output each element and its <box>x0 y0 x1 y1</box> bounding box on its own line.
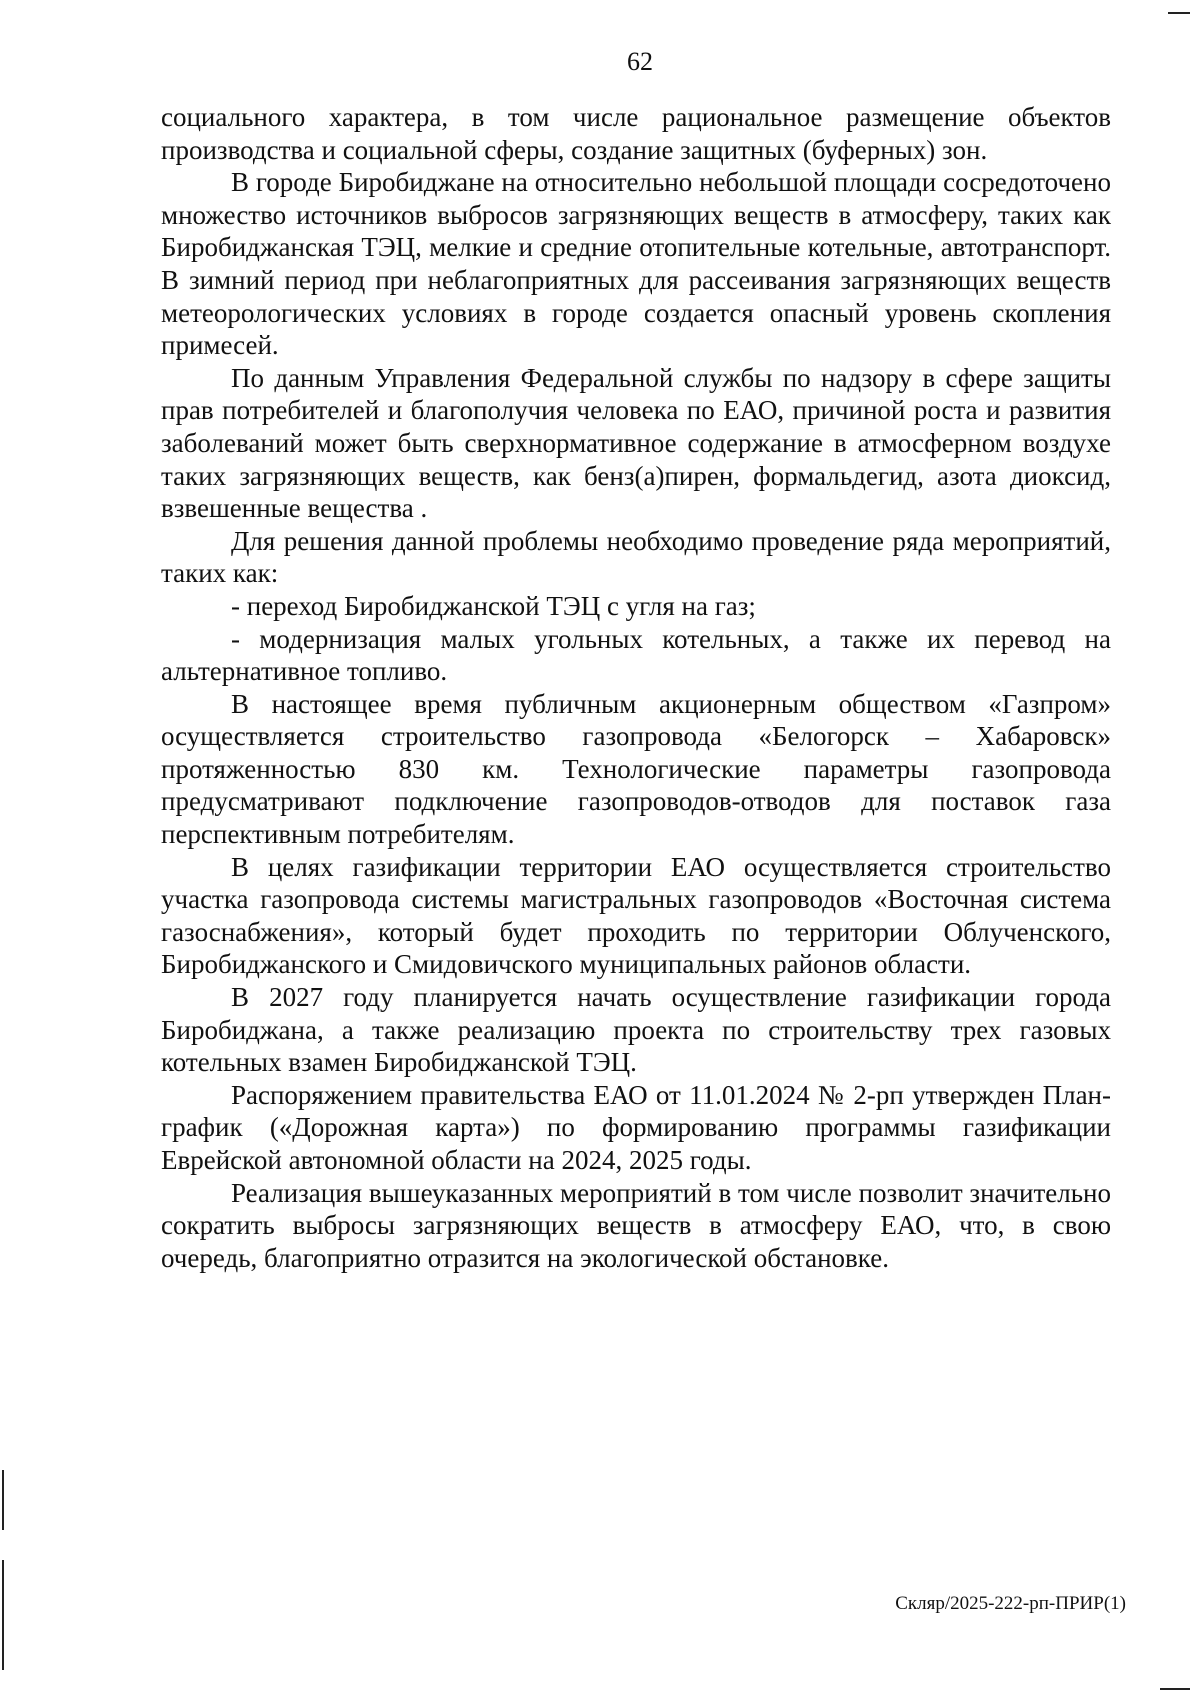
list-item-boiler-modernization: - модернизация малых угольных котельных, а также их перевод на альтернативное топливо. <box>161 623 1111 687</box>
scan-edge-mark-left-1 <box>2 1470 4 1530</box>
document-code: Скляр/2025-222-рп-ПРИР(1) <box>895 1593 1126 1614</box>
paragraph-measures-intro: Для решения данной проблемы необходимо проведение ряда мероприятий, таких как: <box>161 525 1111 589</box>
paragraph-gazprom-pipeline: В настоящее время публичным акционерным обществом «Газпром» осуществляется строительство газопровода «Белогорск – Хабаровск» протяженностью 830 км. Технологические параметры газопровода предусматривают подключение газопроводов-отводов для поставок газа перспективным потребителям. <box>161 688 1111 850</box>
paragraph-continuation: социального характера, в том числе рациональное размещение объектов производства и социальной сферы, создание защитных (буферных) зон. <box>161 102 1111 165</box>
paragraph-2027-plan: В 2027 году планируется начать осуществление газификации города Биробиджана, а также реализацию проекта по строительству трех газовых котельных взамен Биробиджанской ТЭЦ. <box>161 982 1111 1078</box>
document-body <box>161 101 1111 1274</box>
paragraph-eao-gasification: В целях газификации территории ЕАО осуществляется строительство участка газопровода системы магистральных газопроводов «Восточная система газоснабжения», который будет проходить по территории Облученского, Биробиджанского и Смидовичского муниципальных районов области. <box>161 851 1111 980</box>
paragraph-rospotrebnadzor: По данным Управления Федеральной службы по надзору в сфере защиты прав потребителей и благополучия человека по ЕАО, причиной роста и развития заболеваний может быть сверхнормативное содержание в атмосферном воздухе таких загрязняющих веществ, как бенз(а)пирен, формальдегид, азота диоксид, взвешенные вещества . <box>161 362 1111 524</box>
scan-edge-mark-left-2 <box>2 1560 4 1670</box>
scan-edge-mark-top <box>1168 12 1190 14</box>
scan-edge-mark-bottom <box>1160 1688 1190 1690</box>
page-number: 62 <box>627 47 653 76</box>
list-item-tec-gas: - переход Биробиджанской ТЭЦ с угля на газ; <box>231 590 756 621</box>
paragraph-pollution-sources: В городе Биробиджане на относительно небольшой площади сосредоточено множество источников выбросов загрязняющих веществ в атмосферу, таких как Биробиджанская ТЭЦ, мелкие и средние отопительные котельные, автотранспорт. В зимний период при неблагоприятных для рассеивания загрязняющих веществ метеорологических условиях в городе создается опасный уровень скопления примесей. <box>161 167 1111 361</box>
paragraph-conclusion: Реализация вышеуказанных мероприятий в том числе позволит значительно сократить выбросы загрязняющих веществ в атмосферу ЕАО, что, в свою очередь, благоприятно отразится на экологической обстановке. <box>161 1177 1111 1273</box>
paragraph-government-order: Распоряжением правительства ЕАО от 11.01.2024 № 2-рп утвержден План-график («Дорожная карта») по формированию программы газификации Еврейской автономной области на 2024, 2025 годы. <box>161 1079 1111 1175</box>
